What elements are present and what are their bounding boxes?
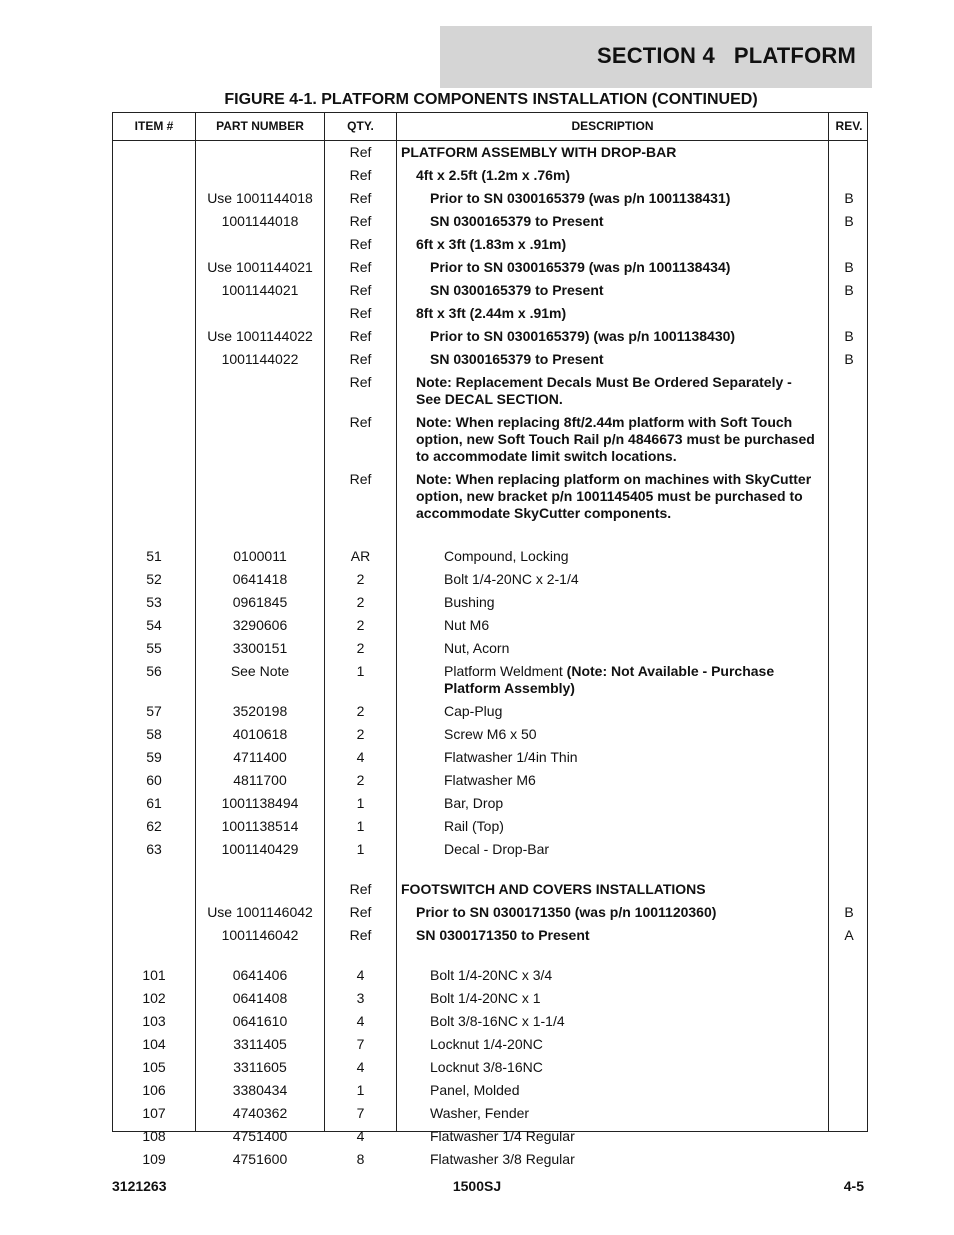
description <box>401 414 819 465</box>
description-text: 4ft x 2.5ft (1.2m x .76m) <box>416 167 571 183</box>
quantity: 2 <box>356 726 365 742</box>
header-rev: REV. <box>835 119 863 133</box>
part-number: 4751600 <box>232 1151 288 1167</box>
description <box>401 548 819 565</box>
table-row <box>113 746 867 769</box>
description <box>401 144 819 161</box>
quantity: 2 <box>356 772 365 788</box>
table-row <box>113 700 867 723</box>
description-text: Nut M6 <box>444 617 490 633</box>
description-note: (Note: Not Available - Purchase Platform Assembly) <box>444 663 775 696</box>
figure-title: FIGURE 4-1. PLATFORM COMPONENTS INSTALLATION (CONTINUED) <box>224 91 758 108</box>
quantity: 1 <box>356 663 365 679</box>
quantity: Ref <box>349 282 372 298</box>
description <box>401 927 819 944</box>
quantity: 2 <box>356 571 365 587</box>
description <box>401 990 819 1007</box>
part-number: 1001144022 <box>221 351 299 367</box>
quantity: 2 <box>356 594 365 610</box>
table-row <box>113 614 867 637</box>
description-text: Bolt 1/4-20NC x 3/4 <box>430 967 553 983</box>
description <box>401 374 819 408</box>
quantity: Ref <box>349 144 372 160</box>
table-row <box>113 924 867 947</box>
description <box>401 190 819 207</box>
description <box>401 967 819 984</box>
description <box>401 1059 819 1076</box>
table-row <box>113 468 867 525</box>
item-number: 61 <box>146 795 162 811</box>
description-text: SN 0300171350 to Present <box>416 927 590 943</box>
quantity: Ref <box>349 904 372 920</box>
description-text: Note: When replacing platform on machines with SkyCutter option, new bracket p/n 1001145405 must be purchased to accommodate SkyCutter components. <box>416 471 812 521</box>
description <box>401 1013 819 1030</box>
part-number: Use 1001144021 <box>207 259 313 275</box>
quantity: 8 <box>356 1151 365 1167</box>
quantity: Ref <box>349 259 372 275</box>
part-number: Use 1001146042 <box>207 904 313 920</box>
description-text: SN 0300165379 to Present <box>430 351 604 367</box>
description <box>401 1105 819 1122</box>
description-text: FOOTSWITCH AND COVERS INSTALLATIONS <box>401 881 706 897</box>
page-number: 4-5 <box>843 1178 864 1194</box>
description <box>401 1151 819 1168</box>
table-row <box>113 279 867 302</box>
part-number: 4751400 <box>232 1128 288 1144</box>
description <box>401 1036 819 1053</box>
quantity: 7 <box>356 1036 365 1052</box>
item-number: 105 <box>142 1059 166 1075</box>
table-row <box>113 1102 867 1125</box>
description-text: Note: Replacement Decals Must Be Ordered Separately - See DECAL SECTION. <box>416 374 792 407</box>
model-name: 1500SJ <box>452 1178 502 1194</box>
description-text: Prior to SN 0300165379 (was p/n 1001138434) <box>430 259 731 275</box>
part-number: 4711400 <box>233 749 287 765</box>
description-text: Bolt 1/4-20NC x 2-1/4 <box>444 571 579 587</box>
table-row <box>113 141 867 164</box>
description <box>401 795 819 812</box>
description-text: Screw M6 x 50 <box>444 726 537 742</box>
item-number: 57 <box>146 703 162 719</box>
description <box>401 259 819 276</box>
part-number: 4740362 <box>232 1105 288 1121</box>
quantity: Ref <box>349 414 372 430</box>
table-row <box>113 901 867 924</box>
part-number: 0961845 <box>232 594 288 610</box>
part-number: See Note <box>230 663 290 679</box>
table-row <box>113 769 867 792</box>
description-text: Decal - Drop-Bar <box>444 841 550 857</box>
description-text: Bolt 3/8-16NC x 1-1/4 <box>430 1013 565 1029</box>
description-text: Flatwasher M6 <box>444 772 536 788</box>
item-number: 104 <box>142 1036 166 1052</box>
description-text: 8ft x 3ft (2.44m x .91m) <box>416 305 567 321</box>
revision: B <box>844 351 854 367</box>
description-text: Compound, Locking <box>444 548 569 564</box>
table-row <box>113 1010 867 1033</box>
description-text: Panel, Molded <box>430 1082 520 1098</box>
parts-table <box>112 112 868 1167</box>
table-row <box>113 637 867 660</box>
description-text: 6ft x 3ft (1.83m x .91m) <box>416 236 567 252</box>
table-row <box>113 545 867 568</box>
table-row <box>113 987 867 1010</box>
description-text: Bushing <box>444 594 495 610</box>
description <box>401 305 819 322</box>
part-number: 0641406 <box>232 967 288 983</box>
description-text: Prior to SN 0300171350 (was p/n 1001120360) <box>416 904 717 920</box>
description <box>401 726 819 743</box>
description-text: SN 0300165379 to Present <box>430 213 604 229</box>
description <box>401 351 819 368</box>
description-text: Washer, Fender <box>430 1105 530 1121</box>
description <box>401 1082 819 1099</box>
description <box>401 663 819 697</box>
part-number: 0641610 <box>232 1013 288 1029</box>
description <box>401 1128 819 1145</box>
table-row <box>113 723 867 746</box>
part-number: 4010618 <box>232 726 288 742</box>
item-number: 56 <box>146 663 162 679</box>
quantity: Ref <box>349 328 372 344</box>
part-number: 1001138514 <box>221 818 299 834</box>
table-row <box>113 591 867 614</box>
quantity: 1 <box>356 1082 365 1098</box>
description-text: Cap-Plug <box>444 703 503 719</box>
item-number: 109 <box>142 1151 166 1167</box>
item-number: 54 <box>146 617 162 633</box>
description <box>401 594 819 611</box>
table-body <box>113 141 867 1171</box>
part-number: 1001144021 <box>221 282 299 298</box>
quantity: 2 <box>356 617 365 633</box>
item-number: 60 <box>146 772 162 788</box>
quantity: 1 <box>356 795 365 811</box>
table-row <box>113 233 867 256</box>
description <box>401 841 819 858</box>
item-number: 108 <box>142 1128 166 1144</box>
quantity: Ref <box>349 374 372 390</box>
quantity: Ref <box>349 305 372 321</box>
table-row <box>113 187 867 210</box>
table-row <box>113 1148 867 1171</box>
item-number: 51 <box>146 548 162 564</box>
part-number: 0641418 <box>232 571 288 587</box>
table-row <box>113 348 867 371</box>
revision: B <box>844 213 854 229</box>
item-number: 63 <box>146 841 162 857</box>
item-number: 62 <box>146 818 162 834</box>
revision: A <box>844 927 854 943</box>
quantity: Ref <box>349 190 372 206</box>
part-number: 3520198 <box>232 703 288 719</box>
quantity: 4 <box>356 1013 365 1029</box>
table-row <box>113 1079 867 1102</box>
description-text: Prior to SN 0300165379) (was p/n 1001138430) <box>430 328 736 344</box>
quantity: Ref <box>349 881 372 897</box>
table-row <box>113 1125 867 1148</box>
table-row <box>113 568 867 591</box>
table-row <box>113 302 867 325</box>
quantity: Ref <box>349 351 372 367</box>
description-text: SN 0300165379 to Present <box>430 282 604 298</box>
quantity: 2 <box>356 640 365 656</box>
item-number: 102 <box>142 990 166 1006</box>
description-text: Bolt 1/4-20NC x 1 <box>430 990 541 1006</box>
quantity: Ref <box>349 213 372 229</box>
description <box>401 640 819 657</box>
description-text: Note: When replacing 8ft/2.44m platform with Soft Touch option, new Soft Touch Rail p/n 4846673 must be purchased to accommodate limit switch locations. <box>416 414 815 464</box>
part-number: 1001138494 <box>221 795 299 811</box>
table-row <box>113 164 867 187</box>
item-number: 55 <box>146 640 162 656</box>
header-description: DESCRIPTION <box>571 119 654 133</box>
doc-number: 3121263 <box>112 1178 167 1194</box>
section-banner <box>440 26 872 88</box>
description <box>401 904 819 921</box>
header-qty: QTY. <box>347 119 374 133</box>
quantity: Ref <box>349 167 372 183</box>
part-number: 4811700 <box>233 772 287 788</box>
description-text: PLATFORM ASSEMBLY WITH DROP-BAR <box>401 144 677 160</box>
table-row <box>113 411 867 468</box>
item-number: 106 <box>142 1082 166 1098</box>
description <box>401 571 819 588</box>
section-title: SECTION 4 PLATFORM <box>596 43 856 68</box>
description-text: Nut, Acorn <box>444 640 510 656</box>
part-number: 3311405 <box>233 1036 287 1052</box>
table-row <box>113 325 867 348</box>
table-row <box>113 210 867 233</box>
table-row <box>113 815 867 838</box>
table-row <box>113 371 867 411</box>
description-text: Platform Weldment <box>444 663 567 679</box>
description-text: Rail (Top) <box>444 818 504 834</box>
revision: B <box>844 328 854 344</box>
table-row <box>113 1033 867 1056</box>
part-number: 3311605 <box>233 1059 287 1075</box>
table-row <box>113 1056 867 1079</box>
description <box>401 471 819 522</box>
quantity: AR <box>350 548 371 564</box>
quantity: 2 <box>356 703 365 719</box>
revision: B <box>844 259 854 275</box>
header-item: ITEM # <box>134 119 174 133</box>
description-text: Flatwasher 1/4in Thin <box>444 749 578 765</box>
item-number: 59 <box>146 749 162 765</box>
description <box>401 617 819 634</box>
description <box>401 818 819 835</box>
quantity: 4 <box>356 967 365 983</box>
part-number: 3290606 <box>232 617 288 633</box>
part-number: 1001140429 <box>221 841 299 857</box>
description <box>401 167 819 184</box>
item-number: 103 <box>142 1013 166 1029</box>
description <box>401 236 819 253</box>
revision: B <box>844 282 854 298</box>
description <box>401 328 819 345</box>
part-number: 3380434 <box>232 1082 288 1098</box>
description-text: Locknut 1/4-20NC <box>430 1036 543 1052</box>
table-row <box>113 256 867 279</box>
description <box>401 213 819 230</box>
item-number: 101 <box>142 967 166 983</box>
quantity: 4 <box>356 749 365 765</box>
part-number: Use 1001144018 <box>207 190 313 206</box>
table-row <box>113 964 867 987</box>
quantity: Ref <box>349 471 372 487</box>
item-number: 52 <box>146 571 162 587</box>
quantity: Ref <box>349 236 372 252</box>
description <box>401 282 819 299</box>
description <box>401 703 819 720</box>
part-number: Use 1001144022 <box>207 328 313 344</box>
part-number: 0100011 <box>233 548 287 564</box>
part-number: 1001144018 <box>221 213 299 229</box>
table-row <box>113 792 867 815</box>
part-number: 0641408 <box>232 990 288 1006</box>
description <box>401 772 819 789</box>
item-number: 58 <box>146 726 162 742</box>
description-text: Flatwasher 1/4 Regular <box>430 1128 575 1144</box>
description <box>401 881 819 898</box>
item-number: 107 <box>142 1105 166 1121</box>
item-number: 53 <box>146 594 162 610</box>
quantity: 7 <box>356 1105 365 1121</box>
quantity: 1 <box>356 841 365 857</box>
quantity: 3 <box>356 990 365 1006</box>
table-row <box>113 660 867 700</box>
description <box>401 749 819 766</box>
quantity: 4 <box>356 1128 365 1144</box>
quantity: 4 <box>356 1059 365 1075</box>
table-row <box>113 838 867 861</box>
revision: B <box>844 904 854 920</box>
quantity: Ref <box>349 927 372 943</box>
description-text: Flatwasher 3/8 Regular <box>430 1151 575 1167</box>
description-text: Bar, Drop <box>444 795 504 811</box>
description-text: Prior to SN 0300165379 (was p/n 1001138431) <box>430 190 731 206</box>
revision: B <box>844 190 854 206</box>
description-text: Locknut 3/8-16NC <box>430 1059 543 1075</box>
part-number: 1001146042 <box>221 927 299 943</box>
header-part-number: PART NUMBER <box>216 119 304 133</box>
part-number: 3300151 <box>232 640 288 656</box>
table-row <box>113 878 867 901</box>
quantity: 1 <box>356 818 365 834</box>
